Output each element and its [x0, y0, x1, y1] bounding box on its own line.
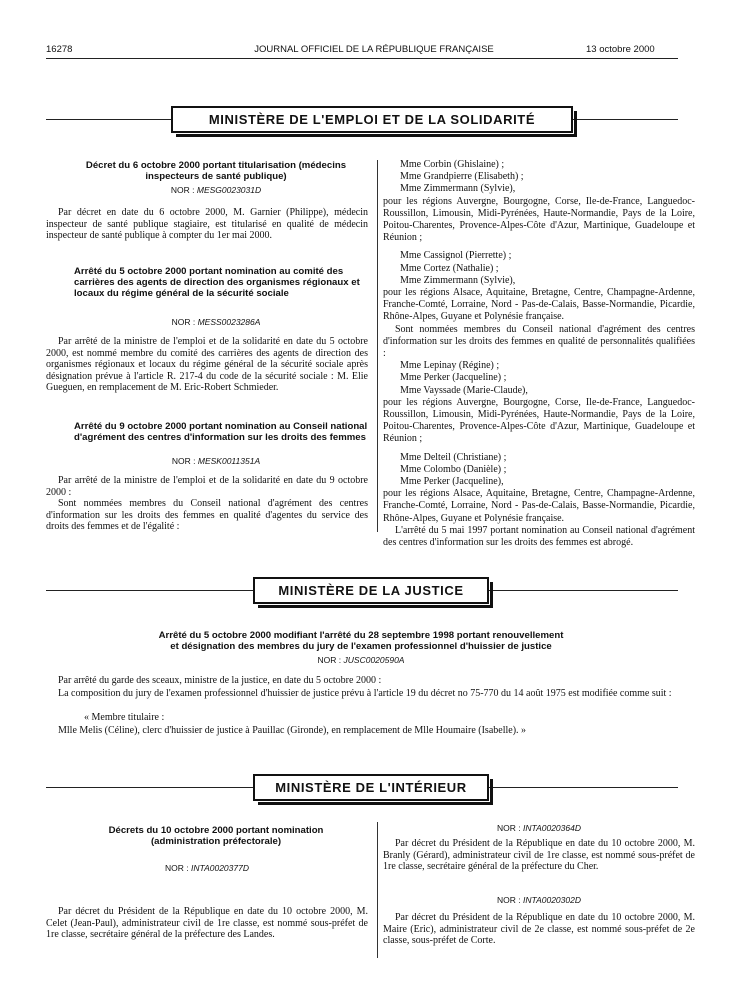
arrete-body: Par arrêté de la ministre de l'emploi et de la solidarité en date du 5 octobre 2000, est nommé membre du comité des carrières des agents de direction des organismes régionaux et locaux du régime général de la sécurité sociale après désignation prévue à l'article R. 217-4 du code de la sécurité sociale : M. Elie Gueguen, en remplacement de M. Eric-Robert Schmieder. — [46, 336, 368, 393]
regions-text: pour les régions Alsace, Aquitaine, Bretagne, Centre, Champagne-Ardenne, Franche-Comté, Lorraine, Nord - Pas-de-Calais, Basse-Normandie, Picardie, Rhône-Alpes, Guyane et Polynésie française. — [383, 287, 695, 323]
column-divider — [377, 822, 378, 958]
regions-text: pour les régions Auvergne, Bourgogne, Corse, Ile-de-France, Languedoc-Roussillon, Limousin, Midi-Pyrénées, Haute-Normandie, Pays de la Loire, Poitou-Charentes, Provence-Alpes-Côte d'Azur, Martinique, Guadeloupe et Réunion ; — [383, 195, 695, 244]
arrete-body: Mlle Melis (Céline), clerc d'huissier de justice à Pauillac (Gironde), en remplacement de Mlle Houmaire (Isabelle). » — [58, 725, 527, 736]
member-name: Mme Perker (Jacqueline), — [400, 476, 504, 488]
arrete-body: Par arrêté de la ministre de l'emploi et de la solidarité en date du 9 octobre 2000 : — [46, 475, 368, 498]
header-rule — [46, 58, 678, 59]
decret-body: Par décret du Président de la République en date du 10 octobre 2000, M. Maire (Eric), administrateur civil de 2e classe, est nommé sous-préfet de 2e classe, sous-préfet de Corte. — [383, 912, 695, 946]
member-name: Mme Vayssade (Marie-Claude), — [400, 384, 528, 396]
member-name: Mme Cortez (Nathalie) ; — [400, 262, 499, 274]
page-number: 16278 — [46, 44, 73, 55]
column-divider — [377, 160, 378, 532]
arrete-title: Arrêté du 5 octobre 2000 portant nomination au comité des carrières des agents de direction des organismes régionaux et locaux du régime général de la sécurité sociale — [74, 266, 360, 299]
nor-reference: NOR : INTA0020302D — [497, 895, 581, 905]
arrete-title: Arrêté du 9 octobre 2000 portant nomination au Conseil national d'agrément des centres d'information sur les droits des femmes — [74, 421, 368, 443]
member-name: Mme Perker (Jacqueline) ; — [400, 372, 507, 384]
decret-body: Par décret en date du 6 octobre 2000, M. Garnier (Philippe), médecin inspecteur de santé publique stagiaire, est titularisé en qualité de médecin inspecteur de santé publique à compter du 1er mai 2000. — [46, 207, 368, 241]
nor-reference: NOR : MESG0023031D — [170, 185, 262, 195]
member-name: Mme Grandpierre (Elisabeth) ; — [400, 171, 524, 183]
nor-reference: NOR : INTA0020377D — [165, 863, 249, 873]
decret-body: Par décret du Président de la République en date du 10 octobre 2000, M. Celet (Jean-Paul), administrateur civil de 1re classe, est nommé sous-préfet de 1re classe, secrétaire général de la préfecture des Landes. — [46, 906, 368, 940]
nor-reference: NOR : MESK0011351A — [171, 456, 261, 466]
ministry-heading-interieur: MINISTÈRE DE L'INTÉRIEUR — [253, 774, 489, 801]
member-name: Mme Zimmermann (Sylvie), — [400, 274, 516, 286]
ministry-heading-emploi: MINISTÈRE DE L'EMPLOI ET DE LA SOLIDARITÉ — [171, 106, 573, 133]
member-name: Mme Zimmermann (Sylvie), — [400, 183, 516, 195]
intro-text: Sont nommées membres du Conseil national d'agrément des centres d'information sur les droits des femmes en qualité de personnalités qualifiées : — [383, 323, 695, 360]
members-list — [383, 159, 695, 549]
member-name: Mme Colombo (Danièle) ; — [400, 463, 507, 475]
nor-reference: NOR : INTA0020364D — [497, 823, 581, 833]
regions-text: pour les régions Alsace, Aquitaine, Bretagne, Centre, Champagne-Ardenne, Franche-Comté, Lorraine, Nord - Pas-de-Calais, Basse-Normandie, Picardie, Rhône-Alpes, Guyane et Polynésie française. — [383, 488, 695, 524]
decret-title: Décret du 6 octobre 2000 portant titularisation (médecins inspecteurs de santé publique) — [85, 160, 347, 182]
regions-text: pour les régions Auvergne, Bourgogne, Corse, Ile-de-France, Languedoc-Roussillon, Limousin, Midi-Pyrénées, Haute-Normandie, Pays de la Loire, Poitou-Charentes, Provence-Alpes-Côte d'Azur, Martinique, Guadeloupe et Réunion ; — [383, 396, 695, 445]
arrete-body: Sont nommées membres du Conseil national d'agrément des centres d'information sur les droits des femmes en qualité d'agentes du service des droits des femmes et de l'égalité : — [46, 498, 368, 532]
nor-reference: NOR : MESS0023286A — [171, 317, 261, 327]
journal-title: JOURNAL OFFICIEL DE LA RÉPUBLIQUE FRANÇAISE — [254, 44, 494, 55]
member-name: Mme Lepinay (Régine) ; — [400, 360, 500, 372]
issue-date: 13 octobre 2000 — [586, 44, 655, 55]
abrogation-text: L'arrêté du 5 mai 1997 portant nomination au Conseil national d'agrément des centres d'information sur les droits des femmes est abrogé. — [383, 524, 695, 549]
member-name: Mme Corbin (Ghislaine) ; — [400, 159, 505, 170]
decret-body: Par décret du Président de la République en date du 10 octobre 2000, M. Branly (Gérard), administrateur civil de 1re classe, est nommé sous-préfet de 1re classe, secrétaire général de la préfecture du Cher. — [383, 838, 695, 872]
member-name: Mme Delteil (Christiane) ; — [400, 451, 507, 463]
arrete-body: Par arrêté du garde des sceaux, ministre de la justice, en date du 5 octobre 2000 : — [58, 675, 382, 686]
decrets-title: Décrets du 10 octobre 2000 portant nomination (administration préfectorale) — [108, 825, 324, 847]
arrete-title: Arrêté du 5 octobre 2000 modifiant l'arrêté du 28 septembre 1998 portant renouvellement — [158, 630, 564, 641]
arrete-title: et désignation des membres du jury de l'examen professionnel d'huissier de justice — [170, 641, 552, 652]
arrete-body: La composition du jury de l'examen professionnel d'huissier de justice prévu à l'article 19 du décret no 75-770 du 14 août 1975 est modifiée comme suit : — [58, 688, 672, 699]
nor-reference: NOR : JUSC0020590A — [317, 655, 405, 665]
member-name: Mme Cassignol (Pierrette) ; — [400, 250, 512, 262]
arrete-body: « Membre titulaire : — [84, 712, 165, 723]
ministry-heading-justice: MINISTÈRE DE LA JUSTICE — [253, 577, 489, 604]
